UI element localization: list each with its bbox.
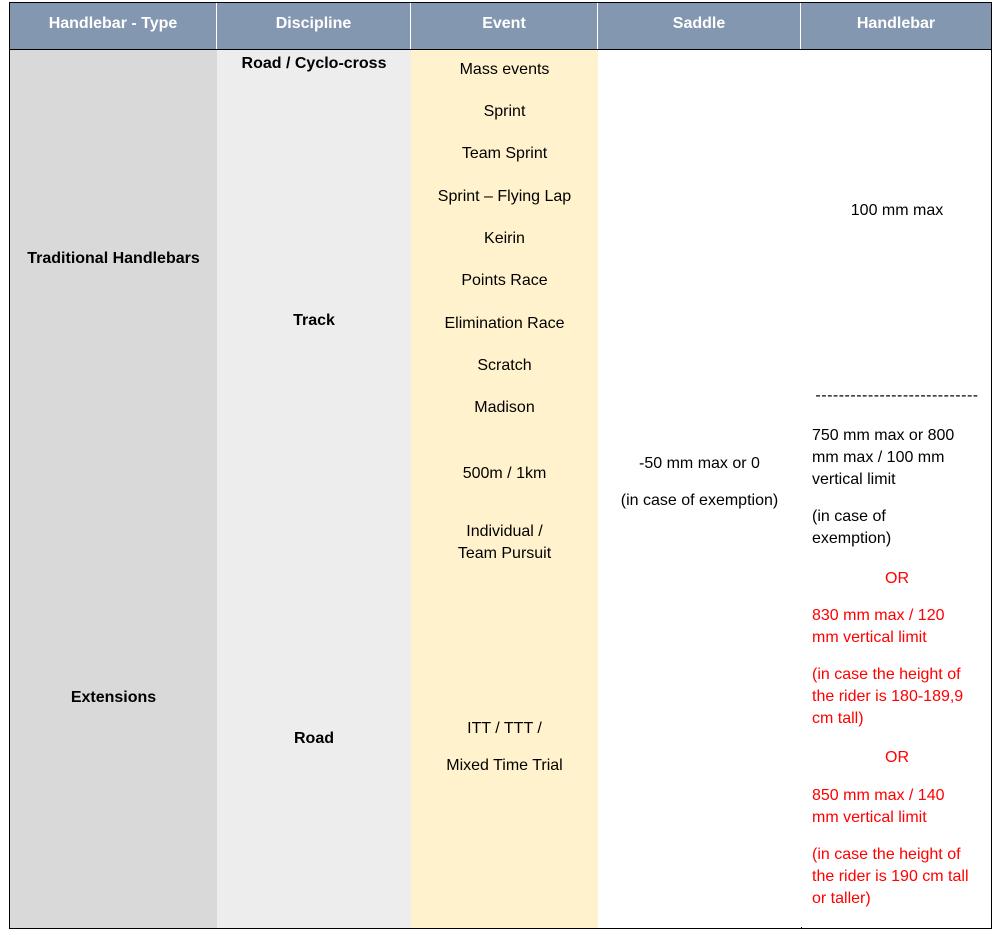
header-event: Event xyxy=(411,3,598,50)
event-team-sprint: Team Sprint xyxy=(411,133,599,176)
event-madison: Madison xyxy=(411,387,599,430)
event-pursuit-line1: Individual / xyxy=(466,522,543,540)
event-itt-line2: Mixed Time Trial xyxy=(446,756,563,774)
event-flying-lap: Sprint – Flying Lap xyxy=(411,175,599,219)
event-pursuit xyxy=(411,519,599,567)
type-traditional: Traditional Handlebars xyxy=(10,49,218,482)
event-keirin: Keirin xyxy=(411,218,599,261)
event-mass-events: Mass events xyxy=(411,49,599,91)
handlebar-tall-limit-1: 830 mm max / 120 mm vertical limit xyxy=(812,607,945,646)
event-scratch: Scratch xyxy=(411,345,599,388)
event-elimination-race: Elimination Race xyxy=(411,302,599,346)
type-extensions: Extensions xyxy=(10,481,218,928)
handlebar-tall-note-2: (in case the height of the rider is 190 cm tall or taller) xyxy=(812,846,969,907)
handlebar-standard-limit: 750 mm max or 800 mm max / 100 mm vertical limit xyxy=(812,427,955,488)
header-saddle: Saddle xyxy=(598,3,801,50)
event-500m-1km: 500m / 1km xyxy=(411,429,599,520)
event-itt-line1: ITT / TTT / xyxy=(467,719,542,737)
event-points-race: Points Race xyxy=(411,260,599,303)
handlebar-or-1: OR xyxy=(885,570,909,587)
handlebar-tall-note-1: (in case the height of the rider is 180-189,9 cm tall) xyxy=(812,666,964,727)
event-itt-ttt xyxy=(411,566,599,928)
event-sprint: Sprint xyxy=(411,90,599,134)
handlebar-or-2: OR xyxy=(885,749,909,766)
header-type: Handlebar - Type xyxy=(10,3,217,50)
handlebar-exemption-note: (in case of exemption) xyxy=(812,508,892,547)
saddle-cell xyxy=(598,49,802,928)
discipline-road-cyclocross: Road / Cyclo-cross xyxy=(217,49,412,91)
discipline-road: Road xyxy=(217,566,412,928)
handlebar-divider: ---------------------------- xyxy=(815,387,979,404)
saddle-limit: -50 mm max or 0 xyxy=(639,454,760,472)
handlebar-cell xyxy=(801,49,991,927)
saddle-exemption: (in case of exemption) xyxy=(620,491,779,509)
header-handlebar: Handlebar xyxy=(801,3,991,50)
discipline-track: Track xyxy=(217,90,412,567)
handlebar-tall-limit-2: 850 mm max / 140 mm vertical limit xyxy=(812,787,945,826)
handlebar-traditional-limit: 100 mm max xyxy=(850,202,944,219)
header-discipline: Discipline xyxy=(217,3,411,50)
event-pursuit-line2: Team Pursuit xyxy=(457,544,552,562)
